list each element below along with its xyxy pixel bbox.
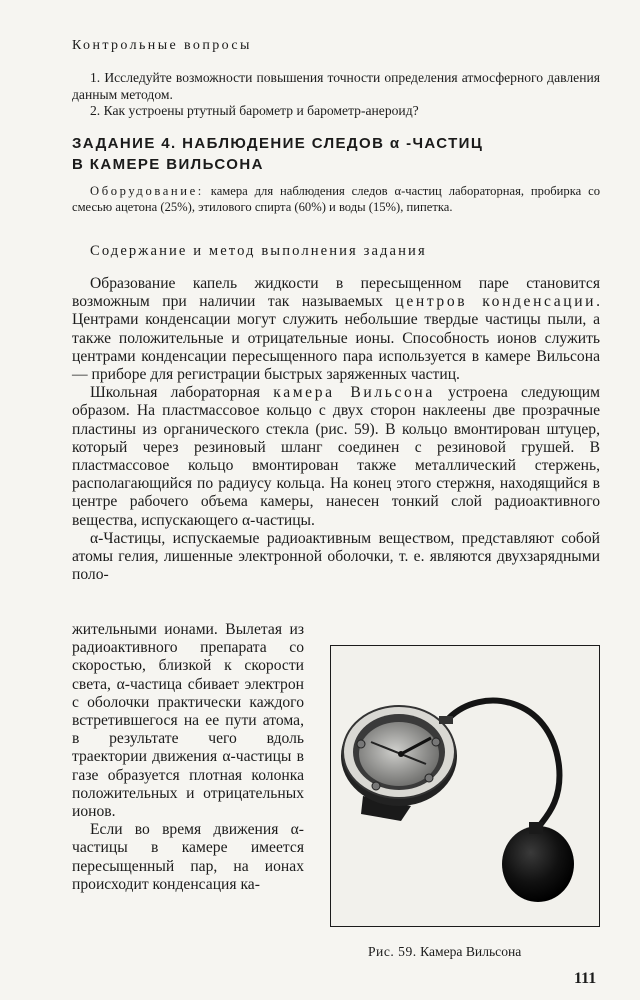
question-2: 2. Как устроены ртутный барометр и барометр-анероид? [90,103,419,118]
paragraph-4: Если во время движения α-частицы в камере имеется пересыщенный пар, на ионах происходит конденсация ка- [72,821,304,893]
body-text-narrow-column [72,621,304,894]
paragraph-2 [72,384,600,530]
rubber-bulb [502,826,574,902]
screw [425,774,433,782]
paragraph-1 [72,275,600,384]
equipment-paragraph [72,184,600,215]
paragraph-2-b: устроена следующим образом. На пластмассовое кольцо с двух сторон наклеены две прозрачные пластины из органического стекла (рис. 59). В кольцо вмонтирован штуцер, который через резиновый шланг соединен с резиновой грушей. В пластмассовое кольцо вмонтирован также металлический стержень, располагающийся по радиусу кольца. На конец этого стержня, находящийся в центре рабочего объема камеры, нанесен тонкий слой радиоактивного вещества, испускающего α-частицы. [72,384,600,529]
paragraph-2-spaced-term: камера Вильсона [273,384,435,402]
method-heading: Содержание и метод выполнения задания [90,243,427,259]
figure-number: Рис. 59. [368,944,417,959]
figure-title: Камера Вильсона [416,944,522,959]
wilson-chamber-illustration [331,646,599,926]
task-title-line-2: В КАМЕРЕ ВИЛЬСОНА [72,156,264,173]
body-text-full-width [72,275,600,584]
paragraph-1-spaced-term: центров конденсации [395,293,597,311]
question-1: 1. Исследуйте возможности повышения точности определения атмосферного давления данным методом. [72,70,600,102]
screw [357,740,365,748]
paragraph-1-a: Образование капель жидкости в пересыщенном паре становится возможным при наличии так называемых [72,275,600,311]
paragraph-3: α-Частицы, испускаемые радиоактивным веществом, представляют собой атомы гелия, лишенные электронной оболочки, т. е. являются двухзарядными поло- [72,529,600,584]
control-questions-list [72,70,600,120]
paragraph-2-a: Школьная лабораторная [90,384,274,402]
screw [372,782,380,790]
screw [432,738,440,746]
page-number: 111 [574,970,597,987]
figure-caption [368,944,521,960]
rubber-hose [449,701,559,831]
paragraph-3-continued: жительными ионами. Вылетая из радиоактивного препарата со скоростью, близкой к скорости света, α-частица сбивает электрон с оболочки практически каждого встретившегося на ее пути атома, в результате чего вдоль траектории движения α-частицы в газе образуется плотная колонка положительных и отрицательных ионов. [72,621,304,821]
control-questions-heading: Контрольные вопросы [72,38,252,53]
hose-fitting [439,716,453,724]
equipment-text: камера для наблюдения следов α-частиц лабораторная, пробирка со смесью ацетона (25%), этилового спирта (60%) и воды (15%), пипетка. [72,184,600,214]
equipment-label: Оборудование: [90,184,204,198]
paragraph-1-b: . Центрами конденсации могут служить небольшие твердые частицы пыли, а также положительные и отрицательные ионы. Способность ионов служить центрами конденсации пересыщенного пара используется в камере Вильсона — приборе для регистрации быстрых заряженных частиц. [72,293,600,384]
task-title [72,133,592,175]
task-title-line-1: ЗАДАНИЕ 4. НАБЛЮДЕНИЕ СЛЕДОВ α -ЧАСТИЦ [72,135,484,152]
figure-59-photo [330,645,600,927]
